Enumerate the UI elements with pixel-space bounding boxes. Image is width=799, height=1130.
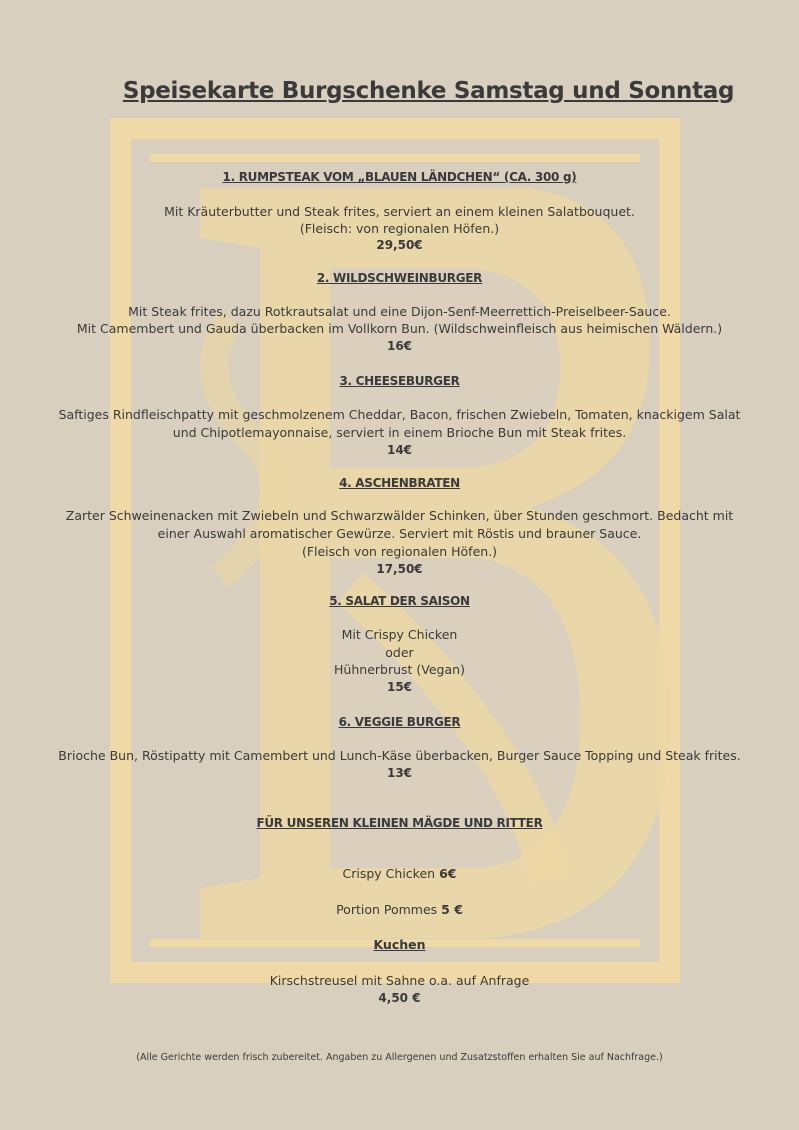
dish-description: und Chipotlemayonnaise, serviert in einem Brioche Bun mit Steak frites. <box>172 425 627 440</box>
kids-item-name: Portion Pommes <box>336 902 438 917</box>
dish-price: 16€ <box>386 339 413 353</box>
dish-heading: 6. VEGGIE BURGER <box>338 715 461 729</box>
dish-description: (Fleisch von regionalen Höfen.) <box>301 544 498 559</box>
dish-description: Mit Steak frites, dazu Rotkrautsalat und eine Dijon-Senf-Meerrettich-Preiselbeer-Sauce. <box>128 304 671 319</box>
cake-price: 4,50 € <box>378 991 421 1005</box>
footer-note: (Alle Gerichte werden frisch zubereitet. Angaben zu Allergenen und Zusatzstoffen erhalten Sie auf Nachfrage.) <box>136 1052 663 1063</box>
dish-price: 13€ <box>386 766 413 780</box>
dish-description: Zarter Schweinenacken mit Zwiebeln und Schwarzwälder Schinken, über Stunden geschmort. Bedacht mit <box>65 508 734 523</box>
dish-heading: 3. CHEESEBURGER <box>339 374 460 388</box>
dish-heading: 4. ASCHENBRATEN <box>339 476 460 490</box>
dish-heading: 2. WILDSCHWEINBURGER <box>316 271 483 285</box>
dish-heading: 5. SALAT DER SAISON <box>329 594 470 608</box>
dish-description: Mit Crispy Chicken <box>341 627 458 642</box>
dish-description: Brioche Bun, Röstipatty mit Camembert und Lunch-Käse überbacken, Burger Sauce Topping und Steak frites. <box>58 748 741 763</box>
cake-description: Kirschstreusel mit Sahne o.a. auf Anfrage <box>269 973 530 988</box>
dish-price: 14€ <box>386 443 413 457</box>
cake-heading: Kuchen <box>373 937 426 952</box>
dish-description: Hühnerbrust (Vegan) <box>334 662 465 677</box>
dish-description: (Fleisch: von regionalen Höfen.) <box>299 221 500 236</box>
kids-heading: FÜR UNSEREN KLEINEN MÄGDE UND RITTER <box>256 816 543 830</box>
kids-item-name: Crispy Chicken <box>342 866 436 881</box>
dish-description: Saftiges Rindfleischpatty mit geschmolzenem Cheddar, Bacon, frischen Zwiebeln, Tomaten, knackigem Salat <box>58 407 741 422</box>
dish-heading: 1. RUMPSTEAK VOM „BLAUEN LÄNDCHEN“ (CA. 300 g) <box>222 170 577 184</box>
kids-item-price: 6€ <box>439 866 457 881</box>
dish-description: einer Auswahl aromatischer Gewürze. Serviert mit Röstis und brauner Sauce. <box>157 526 642 541</box>
kids-item <box>0 866 799 881</box>
kids-item-price: 5 € <box>441 902 463 917</box>
dish-price: 29,50€ <box>376 238 423 252</box>
kids-item <box>0 902 799 917</box>
dish-description: Mit Camembert und Gauda überbacken im Vollkorn Bun. (Wildschweinfleisch aus heimischen Wäldern.) <box>76 321 723 336</box>
page-title: Speisekarte Burgschenke Samstag und Sonntag <box>122 78 735 104</box>
dish-description: Mit Kräuterbutter und Steak frites, serviert an einem kleinen Salatbouquet. <box>164 204 635 219</box>
dish-description: oder <box>385 645 414 660</box>
dish-price: 15€ <box>386 680 413 694</box>
dish-price: 17,50€ <box>376 562 423 576</box>
